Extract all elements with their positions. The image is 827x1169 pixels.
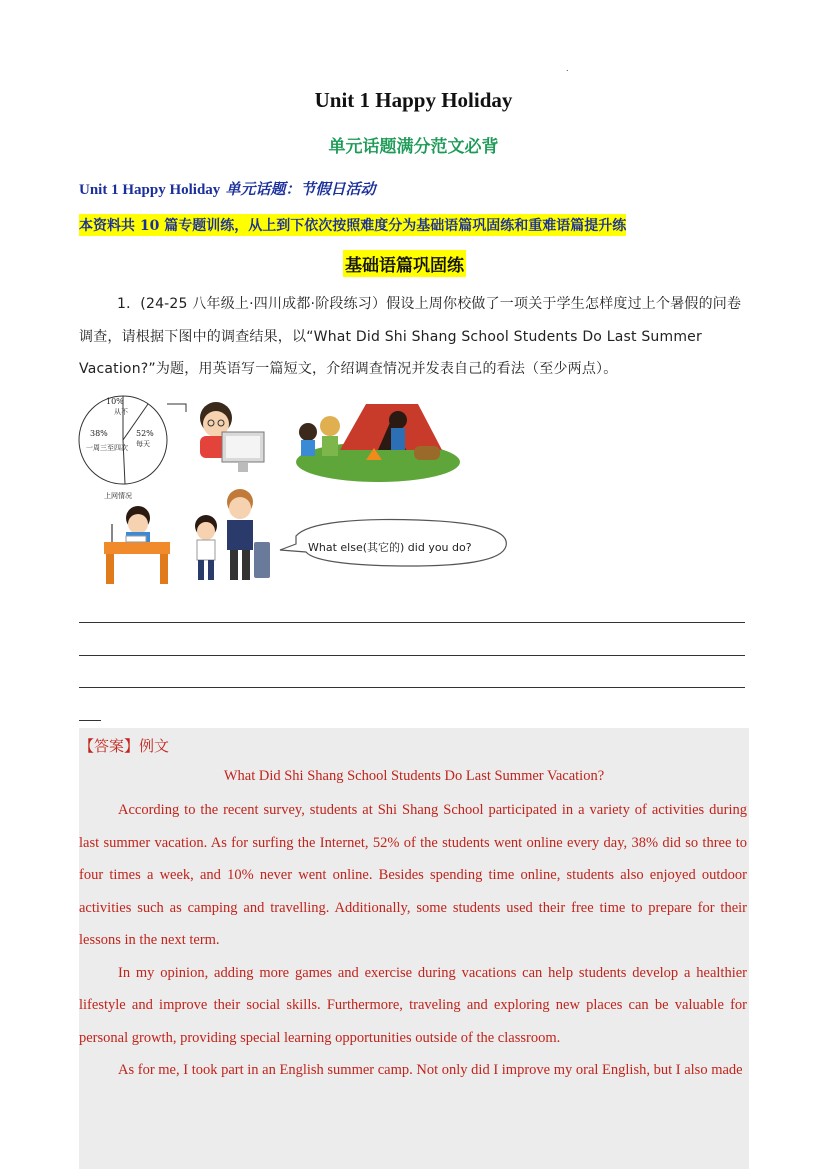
slice-weekly-label: 一周三至四次 <box>86 444 128 452</box>
slice-never-percent: 10% <box>106 397 124 406</box>
answer-label: 【答案】例文 <box>79 737 170 755</box>
slice-daily-percent: 52% <box>136 429 154 438</box>
camping-figure <box>296 404 460 482</box>
page-subtitle: 单元话题满分范文必背 <box>328 137 499 157</box>
unit-topic-en: Unit 1 Happy Holiday <box>79 182 221 198</box>
travellers-figure <box>195 489 270 580</box>
survey-illustration <box>78 390 518 590</box>
boy-computer-figure <box>200 402 264 472</box>
essay-title: What Did Shi Shang School Students Do Last Summer Vacation? <box>223 768 605 784</box>
essay-paragraph: As for me, I took part in an English summer camp. Not only did I improve my oral English, but I also made <box>118 1062 743 1078</box>
speech-bubble-text: What else(其它的) did you do? <box>308 541 472 554</box>
page-dot: . <box>566 64 569 73</box>
slice-daily-label: 每天 <box>136 440 150 448</box>
answer-line <box>79 622 745 623</box>
speech-bubble <box>280 520 506 566</box>
section-title: 基础语篇巩固练 <box>343 250 466 277</box>
question-prompt <box>79 288 749 386</box>
intro-highlight: 本资料共 10 篇专题训练，从上到下依次按照难度分为基础语篇巩固练和重难语篇提升练 <box>79 214 626 236</box>
slice-never-label: 从不 <box>114 408 128 416</box>
pie-caption: 上网情况 <box>104 492 132 500</box>
slice-weekly-percent: 38% <box>90 429 108 438</box>
essay-paragraph: In my opinion, adding more games and exercise during vacations can help students develop a healthier lifestyle and improve their social skills. Furthermore, traveling and exploring new places can be valuable for personal growth, providing special learning opportunities outside of the classroom. <box>79 964 747 1046</box>
boy-desk-figure <box>104 506 170 584</box>
unit-topic-cn: 单元话题：节假日活动 <box>225 180 376 198</box>
answer-line-short <box>79 720 101 721</box>
essay-paragraph: According to the recent survey, students at Shi Shang School participated in a variety of activities during last summer vacation. As for surfing the Internet, 52% of the students went online every day, 38% did so three to four times a week, and 10% never went online. Besides spending time online, students also enjoyed outdoor activities such as camping and travelling. Additionally, some students used their free time to prepare for their lessons in the next term. <box>79 802 747 948</box>
answer-line <box>79 687 745 688</box>
answer-line <box>79 655 745 656</box>
page-title: Unit 1 Happy Holiday <box>314 88 513 112</box>
unit-topic <box>79 178 376 199</box>
essay-body <box>79 794 747 1087</box>
pie-chart <box>79 396 186 500</box>
question-text: 1．(24-25 八年级上·四川成都·阶段练习）假设上周你校做了一项关于学生怎样度过上个暑假的问卷调查，请根据下图中的调查结果，以“What Did Shi Shang School Students Do Last Summer Vacation?”为题，用英语写一篇短文，介绍调查情况并发表自己的看法（至少两点）。 <box>79 296 742 377</box>
